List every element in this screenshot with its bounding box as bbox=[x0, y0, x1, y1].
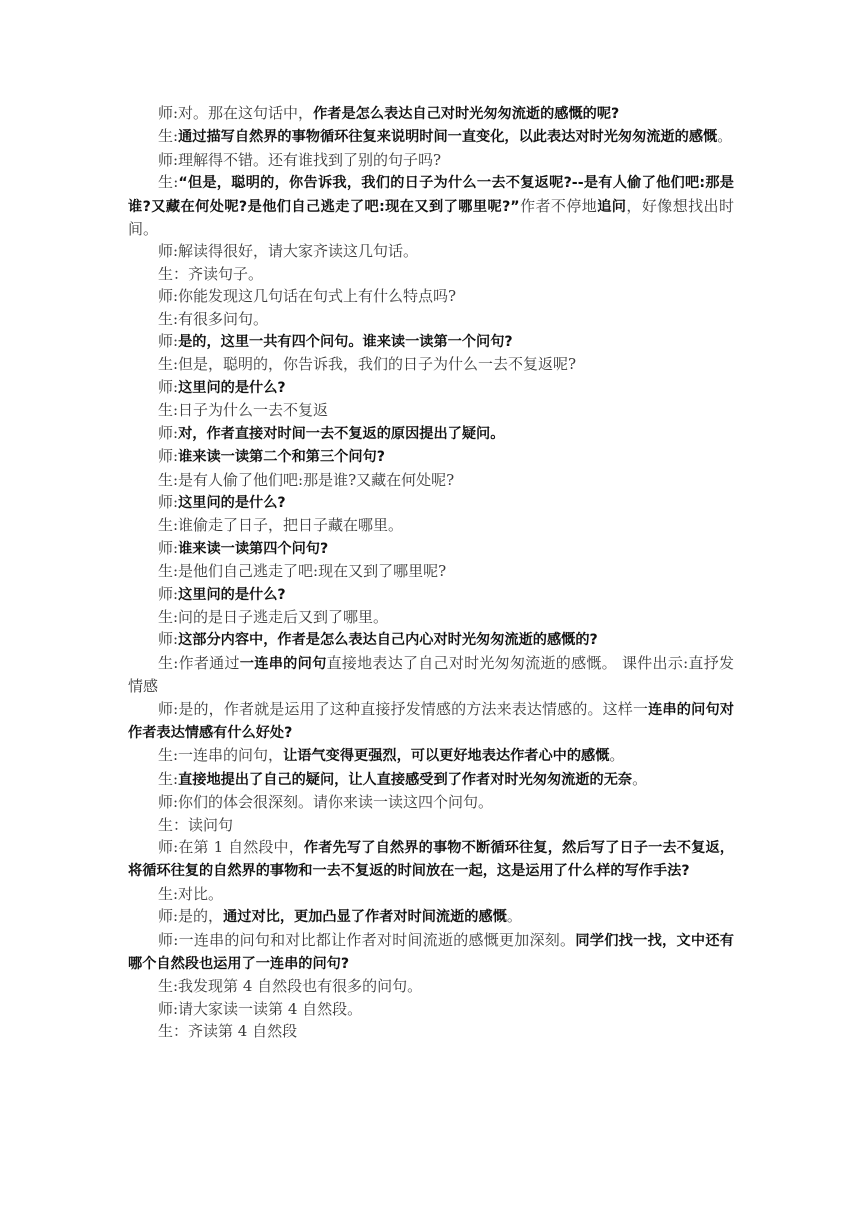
text: 师:一连串的问句和对比都让作者对时间流逝的感慨更加深刻。 bbox=[158, 930, 576, 949]
bold-text: 这里问的是什么? bbox=[178, 586, 286, 603]
bold-text: 直接地提出了自己的疑问，让人直接感受到了作者对时光匆匆流逝的无奈 bbox=[178, 771, 633, 788]
text: 师:是的， bbox=[158, 907, 224, 926]
bold-text: 这部分内容中，作者是怎么表达自己内心对时光匆匆流逝的感慨的? bbox=[178, 632, 598, 649]
bold-text: 这里问的是什么? bbox=[178, 379, 286, 396]
text: 生：读问句 bbox=[158, 815, 234, 834]
text: 生: bbox=[158, 769, 179, 788]
text: ，好像想找出时间。 bbox=[128, 196, 734, 239]
text: 师: bbox=[158, 584, 179, 603]
paragraph bbox=[128, 929, 734, 976]
text: 生:我发现第 4 自然段也有很多的问句。 bbox=[158, 977, 423, 996]
text: 生:谁偷走了日子，把日子藏在哪里。 bbox=[158, 516, 404, 535]
text: 生：齐读句子。 bbox=[158, 264, 264, 283]
paragraph bbox=[128, 560, 734, 582]
paragraph bbox=[128, 422, 734, 445]
text: 直接地表达了自己对时光匆匆流逝的感慨。 课件出示:直抒发情感 bbox=[128, 653, 734, 696]
paragraph bbox=[128, 652, 734, 698]
paragraph bbox=[128, 1020, 734, 1042]
paragraph bbox=[128, 628, 734, 651]
paragraph bbox=[128, 606, 734, 628]
text: 。 bbox=[717, 127, 733, 146]
text: 师: bbox=[158, 423, 179, 442]
bold-text: 连串的问句对作者表达情感有什么好处? bbox=[128, 701, 734, 741]
text: 。 bbox=[632, 769, 648, 788]
text: 师:理解得不错。还有谁找到了别的句子吗? bbox=[158, 150, 442, 169]
text: 师: bbox=[158, 630, 179, 649]
bold-text: “但是，聪明的，你告诉我，我们的日子为什么一去不复返呢?--是有人偷了他们吧:那是谁?又藏在何处呢?是他们自己逃走了吧:现在又到了哪里呢?” bbox=[128, 175, 734, 215]
text: 师:请大家读一读第 4 自然段。 bbox=[158, 999, 363, 1018]
bold-text: 谁来读一读第二个和第三个问句? bbox=[178, 449, 385, 466]
text: 作者不停地 bbox=[519, 196, 598, 215]
text: 。 bbox=[506, 907, 522, 926]
bold-text: 让语气变得更强烈，可以更好地表达作者心中的感慨 bbox=[283, 748, 610, 765]
text: 生:一连串的问句， bbox=[158, 746, 284, 765]
paragraph bbox=[128, 791, 734, 813]
bold-text: 一连串的问句 bbox=[239, 655, 327, 672]
paragraph bbox=[128, 376, 734, 399]
bold-text: 谁来读一读第四个问句? bbox=[178, 540, 329, 557]
paragraph bbox=[128, 814, 734, 836]
text: 师:对。那在这句话中， bbox=[158, 104, 314, 122]
bold-text: 同学们找一找，文中还有哪个自然段也运用了一连串的问句? bbox=[128, 932, 734, 973]
paragraph bbox=[128, 998, 734, 1020]
paragraph bbox=[128, 768, 734, 791]
paragraph bbox=[128, 905, 734, 928]
text: 生:日子为什么一去不复返 bbox=[158, 401, 329, 420]
text: 师:在第 1 自然段中， bbox=[158, 838, 304, 856]
text: 生:是有人偷了他们吧:那是谁?又藏在何处呢? bbox=[158, 470, 455, 489]
bold-text: 是的，这里一共有四个问句。谁来读一读第一个问句? bbox=[178, 334, 513, 351]
text: 生:问的是日子逃走后又到了哪里。 bbox=[158, 607, 389, 626]
paragraph bbox=[128, 240, 734, 262]
paragraph bbox=[128, 491, 734, 514]
paragraph bbox=[128, 149, 734, 171]
bold-text: 通过描写自然界的事物循环往复来说明时间一直变化，以此表达对时光匆匆流逝的感慨 bbox=[178, 129, 718, 146]
text: 师:解读得很好，请大家齐读这几句话。 bbox=[158, 242, 419, 261]
text: 师: bbox=[158, 377, 179, 396]
paragraph bbox=[128, 399, 734, 421]
bold-text: 作者先写了自然界的事物不断循环往复，然后写了日子一去不复返，将循环往复的自然界的事物和一去不复返的时间放在一起，这是运用了什么样的写作手法? bbox=[128, 840, 734, 880]
paragraph bbox=[128, 514, 734, 536]
paragraph bbox=[128, 330, 734, 353]
bold-text: 这里问的是什么? bbox=[178, 494, 286, 511]
paragraph bbox=[128, 883, 734, 905]
text: 生:是他们自己逃走了吧:现在又到了哪里呢? bbox=[158, 562, 447, 581]
text: 生:有很多问句。 bbox=[158, 309, 269, 328]
paragraph bbox=[128, 744, 734, 767]
document-page bbox=[128, 102, 734, 1043]
paragraph bbox=[128, 583, 734, 606]
paragraph bbox=[128, 836, 734, 883]
bold-text: 通过对比，更加凸显了作者对时间流逝的感慨 bbox=[223, 909, 507, 926]
paragraph bbox=[128, 102, 734, 125]
paragraph bbox=[128, 263, 734, 285]
paragraph bbox=[128, 537, 734, 560]
paragraph bbox=[128, 445, 734, 468]
text: 生:作者通过 bbox=[158, 653, 240, 672]
bold-text: 追问 bbox=[597, 198, 627, 215]
text: 师: bbox=[158, 492, 179, 511]
text: 师:是的，作者就是运用了这种直接抒发情感的方法来表达情感的。这样一 bbox=[158, 699, 649, 718]
text: 生:对比。 bbox=[158, 884, 224, 903]
text: 师: bbox=[158, 447, 179, 466]
text: 生:但是，聪明的，你告诉我，我们的日子为什么一去不复返呢? bbox=[158, 355, 577, 374]
text: 师: bbox=[158, 538, 179, 557]
paragraph bbox=[128, 125, 734, 148]
paragraph bbox=[128, 171, 734, 240]
text: 生：齐读第 4 自然段 bbox=[158, 1022, 298, 1041]
bold-text: 对，作者直接对时间一去不复返的原因提出了疑问。 bbox=[178, 425, 505, 442]
text: 师:你能发现这几句话在句式上有什么特点吗? bbox=[158, 287, 457, 306]
paragraph bbox=[128, 469, 734, 491]
text: 师: bbox=[158, 332, 179, 351]
text: 生: bbox=[158, 173, 179, 192]
paragraph bbox=[128, 698, 734, 745]
bold-text: 作者是怎么表达自己对时光匆匆流逝的感慨的呢? bbox=[313, 106, 620, 122]
paragraph bbox=[128, 353, 734, 375]
paragraph bbox=[128, 308, 734, 330]
text: 生: bbox=[158, 127, 179, 146]
paragraph bbox=[128, 285, 734, 307]
text: 。 bbox=[609, 746, 625, 765]
paragraph bbox=[128, 975, 734, 997]
text: 师:你们的体会很深刻。请你来读一读这四个问句。 bbox=[158, 793, 494, 812]
